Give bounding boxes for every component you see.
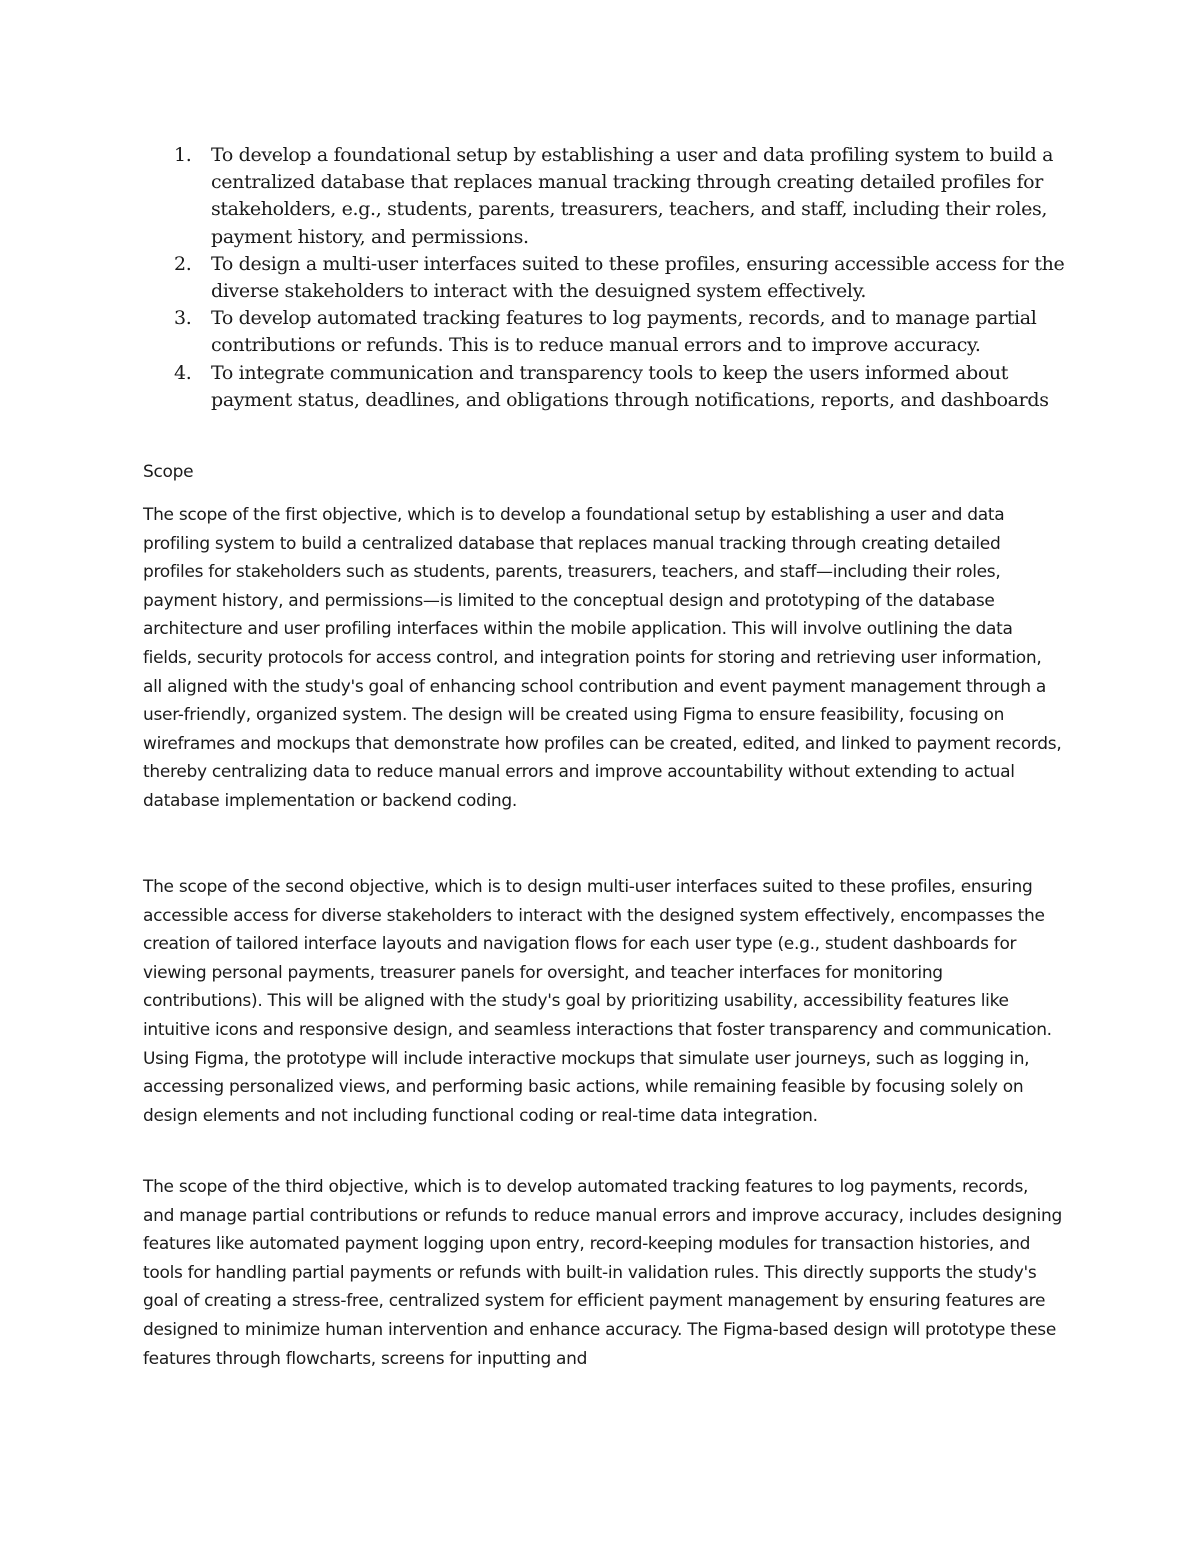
- objective-number: 1.: [174, 144, 192, 166]
- scope-paragraph-second-objective: The scope of the second objective, which is to design multi-user interfaces suited to these profiles, ensuring accessible access for diverse stakeholders to interact with the designed system effectively, encompasses the creation of tailored interface layouts and navigation flows for each user type (e.g., student dashboards for viewing personal payments, treasurer panels for oversight, and teacher interfaces for monitoring contributions). This will be aligned with the study's goal by prioritizing usability, accessibility features like intuitive icons and responsive design, and seamless interactions that foster transparency and communication. Using Figma, the prototype will include interactive mockups that simulate user journeys, such as logging in, accessing personalized views, and performing basic actions, while remaining feasible by focusing solely on design elements and not including functional coding or real-time data integration.: [143, 877, 1052, 1126]
- objective-item: [174, 142, 1074, 251]
- objective-number: 2.: [174, 252, 192, 275]
- objective-text: To develop automated tracking features to log payments, records, and to manage partial contributions or refunds. This is to reduce manual errors and to improve accuracy.: [211, 307, 1037, 357]
- objective-item: [174, 360, 1074, 414]
- objectives-list: [174, 142, 1074, 414]
- objective-text: To design a multi-user interfaces suited to these profiles, ensuring accessible access for the diverse stakeholders to interact with the desuigned system effectively.: [211, 252, 1065, 303]
- scope-paragraph-first-objective: The scope of the first objective, which is to develop a foundational setup by establishing a user and data profiling system to build a centralized database that replaces manual tracking through creating detailed profiles for stakeholders such as students, parents, treasurers, teachers, and staff—including their roles, payment history, and permissions—is limited to the conceptual design and prototyping of the database architecture and user profiling interfaces within the mobile application. This will involve outlining the data fields, security protocols for access control, and integration points for storing and retrieving user information, all aligned with the study's goal of enhancing school contribution and event payment management through a user-friendly, organized system. The design will be created using Figma to ensure feasibility, focusing on wireframes and mockups that demonstrate how profiles can be created, edited, and linked to payment records, thereby centralizing data to reduce manual errors and improve accountability without extending to actual database implementation or backend coding.: [143, 505, 1062, 811]
- objective-text: To integrate communication and transparency tools to keep the users informed about payment status, deadlines, and obligations through notifications, reports, and dashboards: [211, 361, 1049, 411]
- objective-number: 3.: [174, 307, 192, 330]
- objective-item: [174, 251, 1074, 305]
- scope-paragraph-third-objective: The scope of the third objective, which is to develop automated tracking features to log payments, records, and manage partial contributions or refunds to reduce manual errors and improve accuracy, includes designing features like automated payment logging upon entry, record-keeping modules for transaction histories, and tools for handling partial payments or refunds with built-in validation rules. This directly supports the study's goal of creating a stress-free, centralized system for efficient payment management by ensuring features are designed to minimize human intervention and enhance accuracy. The Figma-based design will prototype these features through flowcharts, screens for inputting and: [143, 1177, 1062, 1369]
- objective-text: To develop a foundational setup by establishing a user and data profiling system to build a centralized database that replaces manual tracking through creating detailed profiles for stakeholders, e.g., students, parents, treasurers, teachers, and staff, including their roles, payment history, and permissions.: [211, 144, 1054, 248]
- objective-item: [174, 305, 1074, 359]
- objective-number: 4.: [174, 361, 192, 384]
- scope-heading: Scope: [143, 462, 194, 482]
